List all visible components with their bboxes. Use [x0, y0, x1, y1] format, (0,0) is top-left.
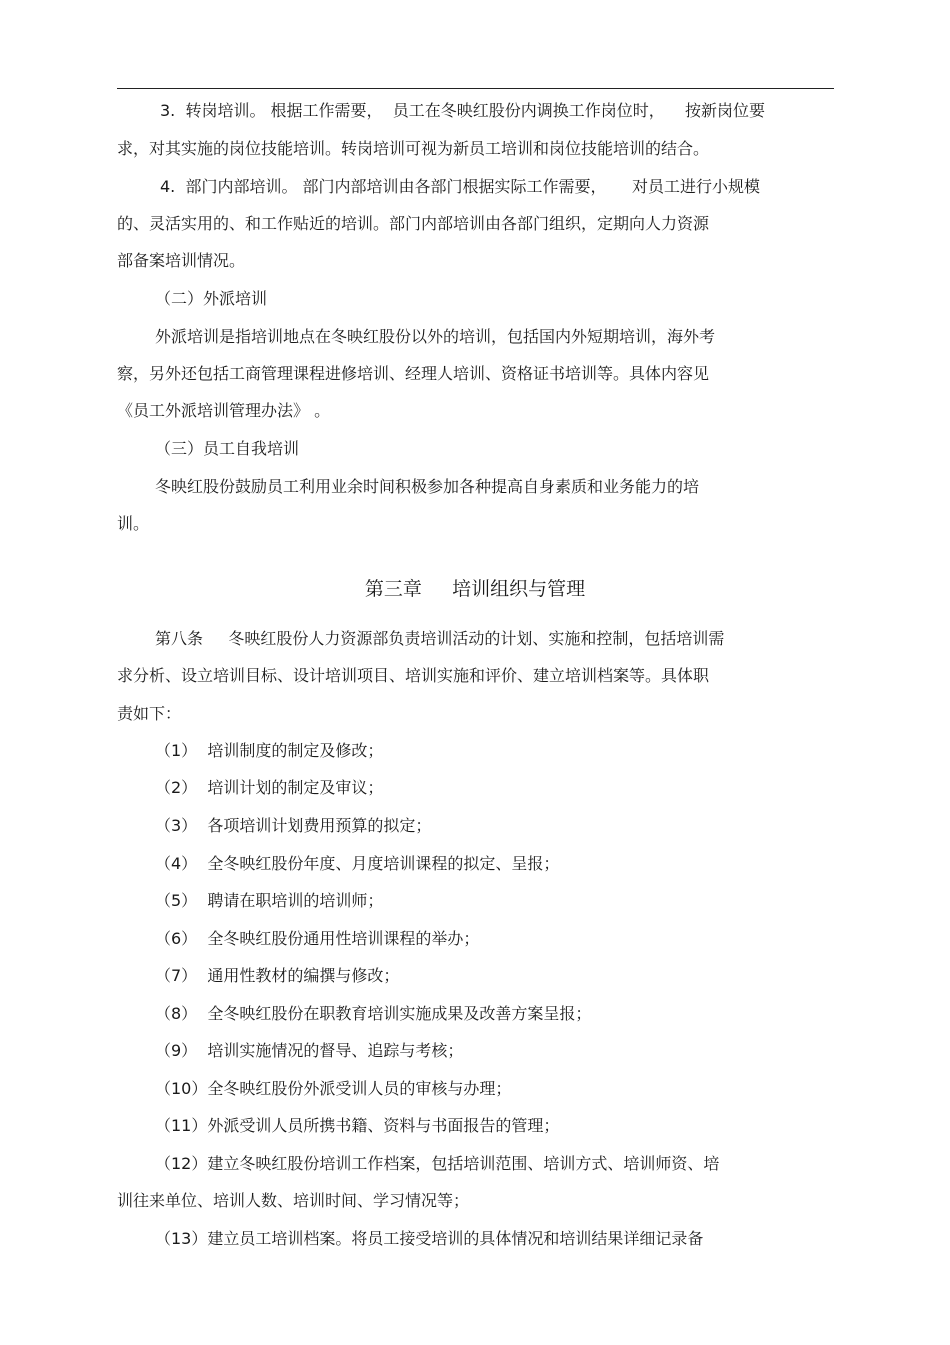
item-4-line-1: 4. 部门内部培训。 部门内部培训由各部门根据实际工作需要， 对员工进行小规模 [160, 177, 760, 196]
article-8-line-3: 责如下： [117, 704, 182, 723]
duty-item: （13）建立员工培训档案。将员工接受培训的具体情况和培训结果详细记录备 [155, 1229, 704, 1248]
duty-item: （11）外派受训人员所携书籍、资料与书面报告的管理； [155, 1116, 560, 1135]
subsection-2-line-2: 察，另外还包括工商管理课程进修培训、经理人培训、资格证书培训等。具体内容见 [117, 364, 710, 383]
article-8-line-1: 第八条 冬映红股份人力资源部负责培训活动的计划、实施和控制，包括培训需 [155, 629, 725, 648]
duty-item: （7） 通用性教材的编撰与修改； [155, 966, 400, 985]
subsection-3-line-2: 训。 [117, 514, 150, 533]
duty-item: （8） 全冬映红股份在职教育培训实施成果及改善方案呈报； [155, 1004, 592, 1023]
subsection-2-line-1: 外派培训是指培训地点在冬映红股份以外的培训，包括国内外短期培训，海外考 [155, 327, 716, 346]
duty-item: （5） 聘请在职培训的培训师； [155, 891, 384, 910]
item-4-line-3: 部备案培训情况。 [117, 251, 246, 270]
duty-item: （3） 各项培训计划费用预算的拟定； [155, 816, 432, 835]
item-4-line-2: 的、灵活实用的、和工作贴近的培训。部门内部培训由各部门组织，定期向人力资源 [117, 214, 710, 233]
subsection-2-line-3: 《员工外派培训管理办法》 。 [117, 401, 331, 420]
duty-item: （1） 培训制度的制定及修改； [155, 741, 384, 760]
duty-item: （9） 培训实施情况的督导、追踪与考核； [155, 1041, 464, 1060]
subsection-3-heading: （三）员工自我培训 [155, 439, 300, 458]
header-rule [117, 88, 834, 89]
item-3-line-2: 求，对其实施的岗位技能培训。转岗培训可视为新员工培训和岗位技能培训的结合。 [117, 139, 710, 158]
item-3-line-1: 3. 转岗培训。 根据工作需要， 员工在冬映红股份内调换工作岗位时， 按新岗位要 [160, 101, 766, 120]
duty-item: （4） 全冬映红股份年度、月度培训课程的拟定、呈报； [155, 854, 560, 873]
duty-item: （2） 培训计划的制定及审议； [155, 778, 384, 797]
duty-item: （12）建立冬映红股份培训工作档案，包括培训范围、培训方式、培训师资、培 [155, 1154, 720, 1173]
duty-item-continuation: 训往来单位、培训人数、培训时间、学习情况等； [117, 1191, 470, 1210]
subsection-2-heading: （二）外派培训 [155, 289, 268, 308]
duty-item: （6） 全冬映红股份通用性培训课程的举办； [155, 929, 480, 948]
duty-item: （10）全冬映红股份外派受训人员的审核与办理； [155, 1079, 512, 1098]
article-8-line-2: 求分析、设立培训目标、设计培训项目、培训实施和评价、建立培训档案等。具体职 [117, 666, 710, 685]
subsection-3-line-1: 冬映红股份鼓励员工利用业余时间积极参加各种提高自身素质和业务能力的培 [155, 477, 700, 496]
chapter-title: 第三章 培训组织与管理 [364, 578, 586, 600]
